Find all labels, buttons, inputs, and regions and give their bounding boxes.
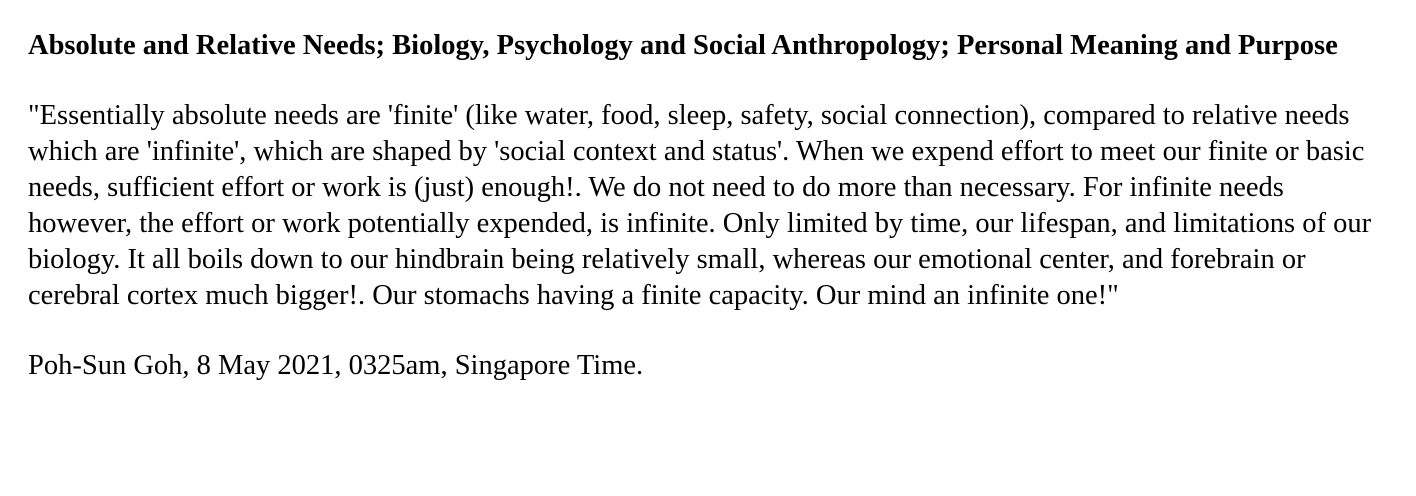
article-quote: "Essentially absolute needs are 'finite' (like water, food, sleep, safety, social connection), compared to relative needs which are 'infinite', which are shaped by 'social context and status'. When we expend effort to meet our finite or basic needs, sufficient effort or work is (just) enough!. We do not need to do more than necessary. For infinite needs however, the effort or work potentially expended, is infinite. Only limited by time, our lifespan, and limitations of our biology. It all boils down to our hindbrain being relatively small, whereas our emotional center, and forebrain or cerebral cortex much bigger!. Our stomachs having a finite capacity. Our mind an infinite one!" bbox=[28, 100, 1372, 311]
article-attribution: Poh-Sun Goh, 8 May 2021, 0325am, Singapore Time. bbox=[28, 350, 644, 381]
article-title: Absolute and Relative Needs; Biology, Psychology and Social Anthropology; Personal Meaning and Purpose bbox=[28, 30, 1338, 61]
